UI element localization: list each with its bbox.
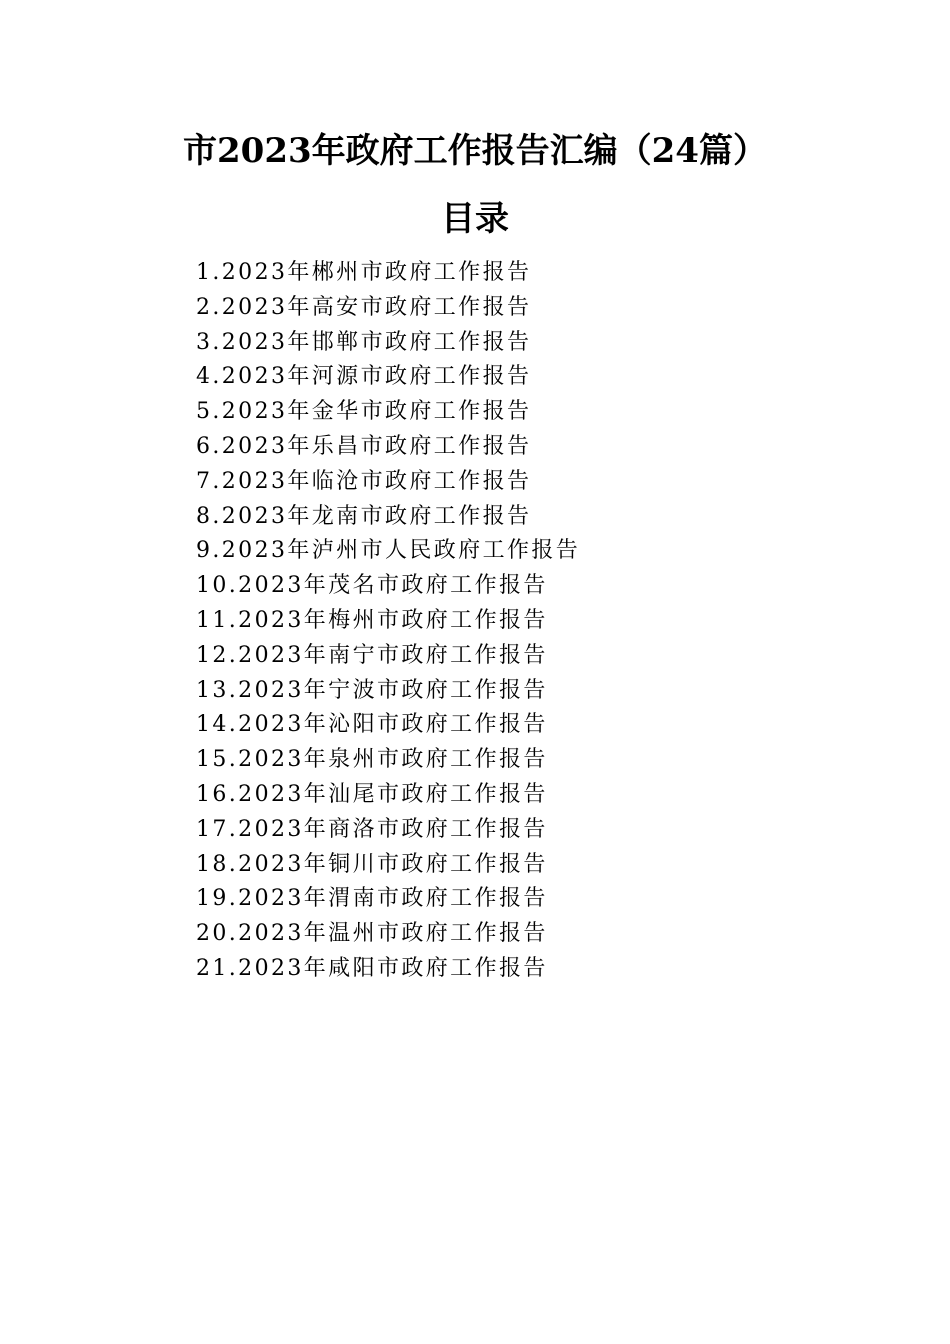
toc-item: 19.2023年渭南市政府工作报告: [196, 886, 548, 912]
toc-item: 14.2023年沁阳市政府工作报告: [196, 712, 548, 738]
toc-item: 4.2023年河源市政府工作报告: [196, 364, 532, 390]
toc-item: 11.2023年梅州市政府工作报告: [196, 607, 548, 633]
toc-item: 5.2023年金华市政府工作报告: [196, 399, 532, 425]
toc-heading: 目录: [441, 199, 509, 239]
toc-item: 3.2023年邯郸市政府工作报告: [196, 329, 532, 355]
toc-item: 9.2023年泸州市人民政府工作报告: [196, 538, 581, 564]
toc-item: 10.2023年茂名市政府工作报告: [196, 573, 548, 599]
toc-item: 21.2023年咸阳市政府工作报告: [196, 955, 548, 981]
toc-item: 18.2023年铜川市政府工作报告: [196, 851, 548, 877]
toc-item: 15.2023年泉州市政府工作报告: [196, 747, 548, 773]
toc-item: 7.2023年临沧市政府工作报告: [196, 468, 532, 494]
document-title: 市2023年政府工作报告汇编（24篇）: [183, 131, 767, 171]
table-of-contents: [196, 256, 580, 987]
toc-item: 16.2023年汕尾市政府工作报告: [196, 781, 548, 807]
toc-item: 17.2023年商洛市政府工作报告: [196, 816, 548, 842]
toc-item: 8.2023年龙南市政府工作报告: [196, 503, 532, 529]
toc-item: 2.2023年高安市政府工作报告: [196, 294, 532, 320]
toc-item: 1.2023年郴州市政府工作报告: [196, 260, 532, 285]
toc-item: 12.2023年南宁市政府工作报告: [196, 642, 548, 668]
toc-item: 6.2023年乐昌市政府工作报告: [196, 433, 532, 459]
toc-item: 13.2023年宁波市政府工作报告: [196, 677, 548, 703]
toc-item: 20.2023年温州市政府工作报告: [196, 921, 548, 947]
